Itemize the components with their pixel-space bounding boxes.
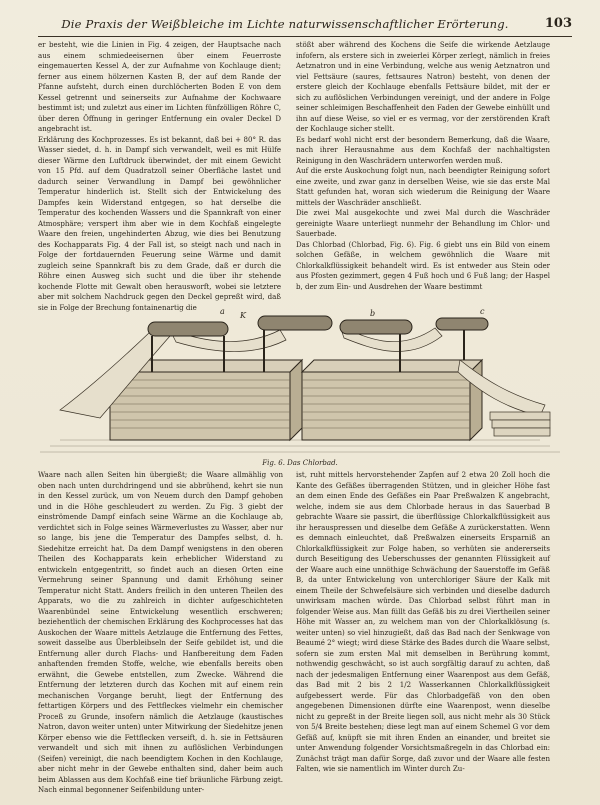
right-tub: [302, 360, 482, 440]
column-top-right: [296, 40, 550, 298]
paragraph: Es bedarf wohl nicht erst der besondern Bemerkung, daß die Waare, nach ihrer Herausnahme aus dem Kochfaß der nachhaltigsten Reinigung in den Waschrädern unterworfen werden muß.: [296, 134, 550, 165]
figure-label-k: K: [240, 311, 246, 320]
column-top-left: [38, 40, 281, 312]
cloth-stack: [490, 412, 550, 436]
paragraph: stößt aber während des Kochens die Seife die wirkende Aetzlauge infofern, als erstere sich in zweierlei Körper zerlegt, nämlich in freies Aetznatron und in eine Verbindung, welche aus wenig Aetznatron und viel Fettsäure (saures, fettsaures Natron) besteht, von denen der erstere gleich der Kochlauge ebenfalls Fettsäure bildet, mit der er sich zu auflöslichen Verbindungen vereinigt, und der andere in Folge seiner schleimigen Beschaffenheit den Faden der Gewebe einhüllt und ihn auf diese Weise, so viel er es vermag, vor der zerstörenden Kraft der Kochlauge sicher stellt.: [296, 40, 550, 133]
figure-label-a: a: [220, 307, 225, 316]
header-title: Die Praxis der Weißbleiche im Lichte naturwissenschaftlicher Erörterung.: [61, 17, 509, 31]
paragraph: Waare nach allen Seiten hin übergießt; die Waare allmählig von oben nach unten durchdringend und sie abbrühend, kehrt sie nun in den Kessel zurück, um von Neuem durch den Dampf gehoben und in die Höhe geschleudert zu werden. Zu Fig. 3 giebt der einströmende Dampf einfach seine Wärme an die Kochlauge ab, verdichtet sich in Folge seines Wärmeverlustes zu Wasser, aber nur so lange, bis jene die Temperatur des Dampfes selbst, d. h. Siedehitze erreicht hat. Da dem Dampf wenigstens in den oberen Theilen des Kochapparats kein erheblicher Widerstand zu entwickeln entgegentritt, so findet auch an diesen Orten eine Vermehrung seiner Spannung und damit Erhöhung seiner Temperatur nicht Statt. Anders freilich in den unteren Theilen des Apparats, wo die zu zahlreich in dichter aufgeschichteten Waarenbündel seine Entwickelung wesentlich erschweren; beziehentlich der chemischen Erklärung des Kochprocesses hat das Auskochen der Waare mittels Aetzlauge die Entfernung des Fettes, soweit dasselbe aus Überbleibseln der Seife gebildet ist, und die Entfernung aller durch Flachs- und Hanfbereitung dem Faden anhaftenden fremden Stoffe, welche, wie ebenfalls bereits oben erwähnt, die Gewebe entstellen, zum Zwecke. Während die Entfernung der letzteren durch das Kochen mit auf einem rein mechanischen Vorgange beruht, liegt der Entfernung des fettartigen Körpers und des Fettfleckes vielmehr ein chemischer Proceß zu Grunde, insofern nämlich die Aetzlauge (kaustisches Natron, davon weiter unten) unter Mitwirkung der Siedehitze jenen Körper ebenso wie die Fettflecken verseift, d. h. sie in Fettsäuren verwandelt und sich mit ihnen zu auflöslichen Verbindungen (Seifen) vereinigt, die nach beendigtem Kochen in den Kochlauge, aber nicht mehr in der Gewebe enthalten sind, daher beim auch beim Ablassen aus dem Kochfaß eine tief bräunliche Färbung zeigt. Nach einmal begonnener Seifenbildung unter-: [38, 470, 283, 794]
figure-caption: Fig. 6. Das Chlorbad.: [262, 459, 338, 467]
column-bottom-right: [296, 470, 550, 803]
paragraph: Das Chlorbad (Chlorbad, Fig. 6). Fig. 6 giebt uns ein Bild von einem solchen Gefäße, in welchem gewöhnlich die Waare mit Chlorkalkflüssigkeit behandelt wird. Es ist entweder aus Stein oder aus Pfosten gezimmert, gegen 4 Fuß hoch und 6 Fuß lang; der Haspel b, der zum Ein- und Ausdrehen der Waare bestimmt: [296, 239, 550, 291]
page-number: 103: [544, 16, 572, 31]
paragraph: Erklärung des Kochprozesses. Es ist bekannt, daß bei + 80° R. das Wasser siedet, d. h. in Dampf sich verwandelt, weil es mit Hülfe dieser Wärme den Luftdruck überwindet, der mit einem Gewicht von 15 Pfd. auf dem Quadratzoll seiner Oberfläche lastet und dadurch seiner Verwandlung in Dampf bei gewöhnlicher Temperatur hinderlich ist. Stellt sich der Entwickelung des Dampfes kein Widerstand entgegen, so hat derselbe die Temperatur des kochenden Wassers und die Spannkraft von einer Atmosphäre; verspert ihm aber wie in dem Kochfaß eingelegte Waare den freien, ungehinderten Abzug, wie dies bei Benutzung des Kochapparats Fig. 4 der Fall ist, so steigt nach und nach in Folge der fortdauernden Feuerung seine Wärme und damit zugleich seine Spannkraft bis zu dem Grade, daß er durch die Röhre einen Ausweg sich sucht und die über ihr stehende kochende Flotte mit Gewalt oben herausworft, wobei sie letztere aber mit solchem Nachdruck gegen den Deckel gepreßt wird, daß sie in Folge der Brechung fontainenartig die: [38, 134, 281, 312]
paragraph: er besteht, wie die Linien in Fig. 4 zeigen, der Hauptsache nach aus einem schmiedeeisernen über einem Feuerroste eingemauerten Kessel A, der zur Aufnahme von Kochlauge dient; ferner aus einem hölzernen Kasten B, der auf dem Rande der Pfanne aufsteht, durch einen durchlöcherten Boden E von dem Kessel getrennt und seinerseits zur Aufnahme der Kochwaare bestimmt ist; und zuletzt aus einer im Lichten fünfzölligen Röhre C, über deren Öffnung in geringer Entfernung ein ovaler Deckel D angebracht ist.: [38, 40, 281, 133]
figure-label-b: b: [370, 309, 376, 318]
chlorbad-illustration: [40, 300, 560, 456]
press-rollers: [436, 318, 488, 360]
paragraph: Die zwei Mal ausgekochte und zwei Mal durch die Waschräder gereinigte Waare unterliegt nunmehr der Behandlung im Chlor- und Sauerbade.: [296, 208, 550, 238]
column-bottom-left: [38, 470, 283, 803]
running-header: [38, 14, 572, 37]
floor-hatching: [40, 440, 560, 452]
paragraph: ist, ruht mittels hervorstehender Zapfen auf 2 etwa 20 Zoll hoch die Kante des Gefäßes überragenden Stützen, und in gleicher Höhe fast an dem einen Ende des Gefäßes ein Paar Preßwalzen K angebracht, welche, indem sie aus dem Chlorbade heraus in das Sauerbad B gebrachte Waare sie passirt, die überflüssige Chlorkalkflüssigkeit aus ihr herauspressen und dieselbe dem Gefäße A zurückerstatten. Wenn es demnach einleuchtet, daß Preßwalzen einerseits Ersparniß an Chlorkalkflüssigkeit zur Folge haben, so verhüten sie andererseits durch Beseitigung des Ueberschusses der genannten Flüssigkeit auf der Waare auch eine unnöthige Schwächung der Sauerstoffe im Gefäß B, da unter Entwickelung von unterchloriger Säure der Kalk mit einem Theile der Schwefelsäure sich verbinden und dieselbe dadurch unwirksam machen würde. Das Chlorbad selbst führt man in folgender Weise aus. Man füllt das Gefäß bis zu drei Viertheilen seiner Höhe mit Wasser an, zu welchem man von der Chlorkalklösung (s. weiter unten) so viel hinzugießt, daß das Bad nach der Senkwage von Beaumé 2° wiegt; wird diese Stärke des Bades durch die Waare selbst, sofern sie zum ersten Mal mit demselben in Berührung kommt, nothwendig geschwächt, so ist auch sorgfältig darauf zu achten, daß nach der jedesmaligen Entfernung einer Waarenpost aus dem Gefäß, das Bad mit 2 bis 2 1/2 Wasserkannen Chlorkalkflüssigkeit aufgebessert werde. Für das Chlorbadgefäß von den oben angegebenen Dimensionen dürfte eine Waarenpost, wenn dieselbe nicht zu gepreßt in der Breite liegen soll, aus nicht mehr als 30 Stück von 5/4 Breite bestehen; diese legt man auf einem Schemel G vor dem Gefäß auf, knüpft sie mit ihren Enden an einander, und breitet sie unter Anwendung folgender Vorsichtsmaßregeln in das Chlorbad ein: Zunächst trägt man dafür Sorge, daß zuvor und der Waare alle festen Falten, wie sie namentlich im Winter durch Zu-: [296, 470, 550, 773]
figure-label-c: c: [480, 307, 485, 316]
paragraph: Auf die erste Auskochung folgt nun, nach beendigter Reinigung sofort eine zweite, und zwar ganz in derselben Weise, wie sie das erste Mal Statt gefunden hat, woran sich wiederum die Reinigung der Waare mittels der Waschräder anschließt.: [296, 166, 550, 207]
